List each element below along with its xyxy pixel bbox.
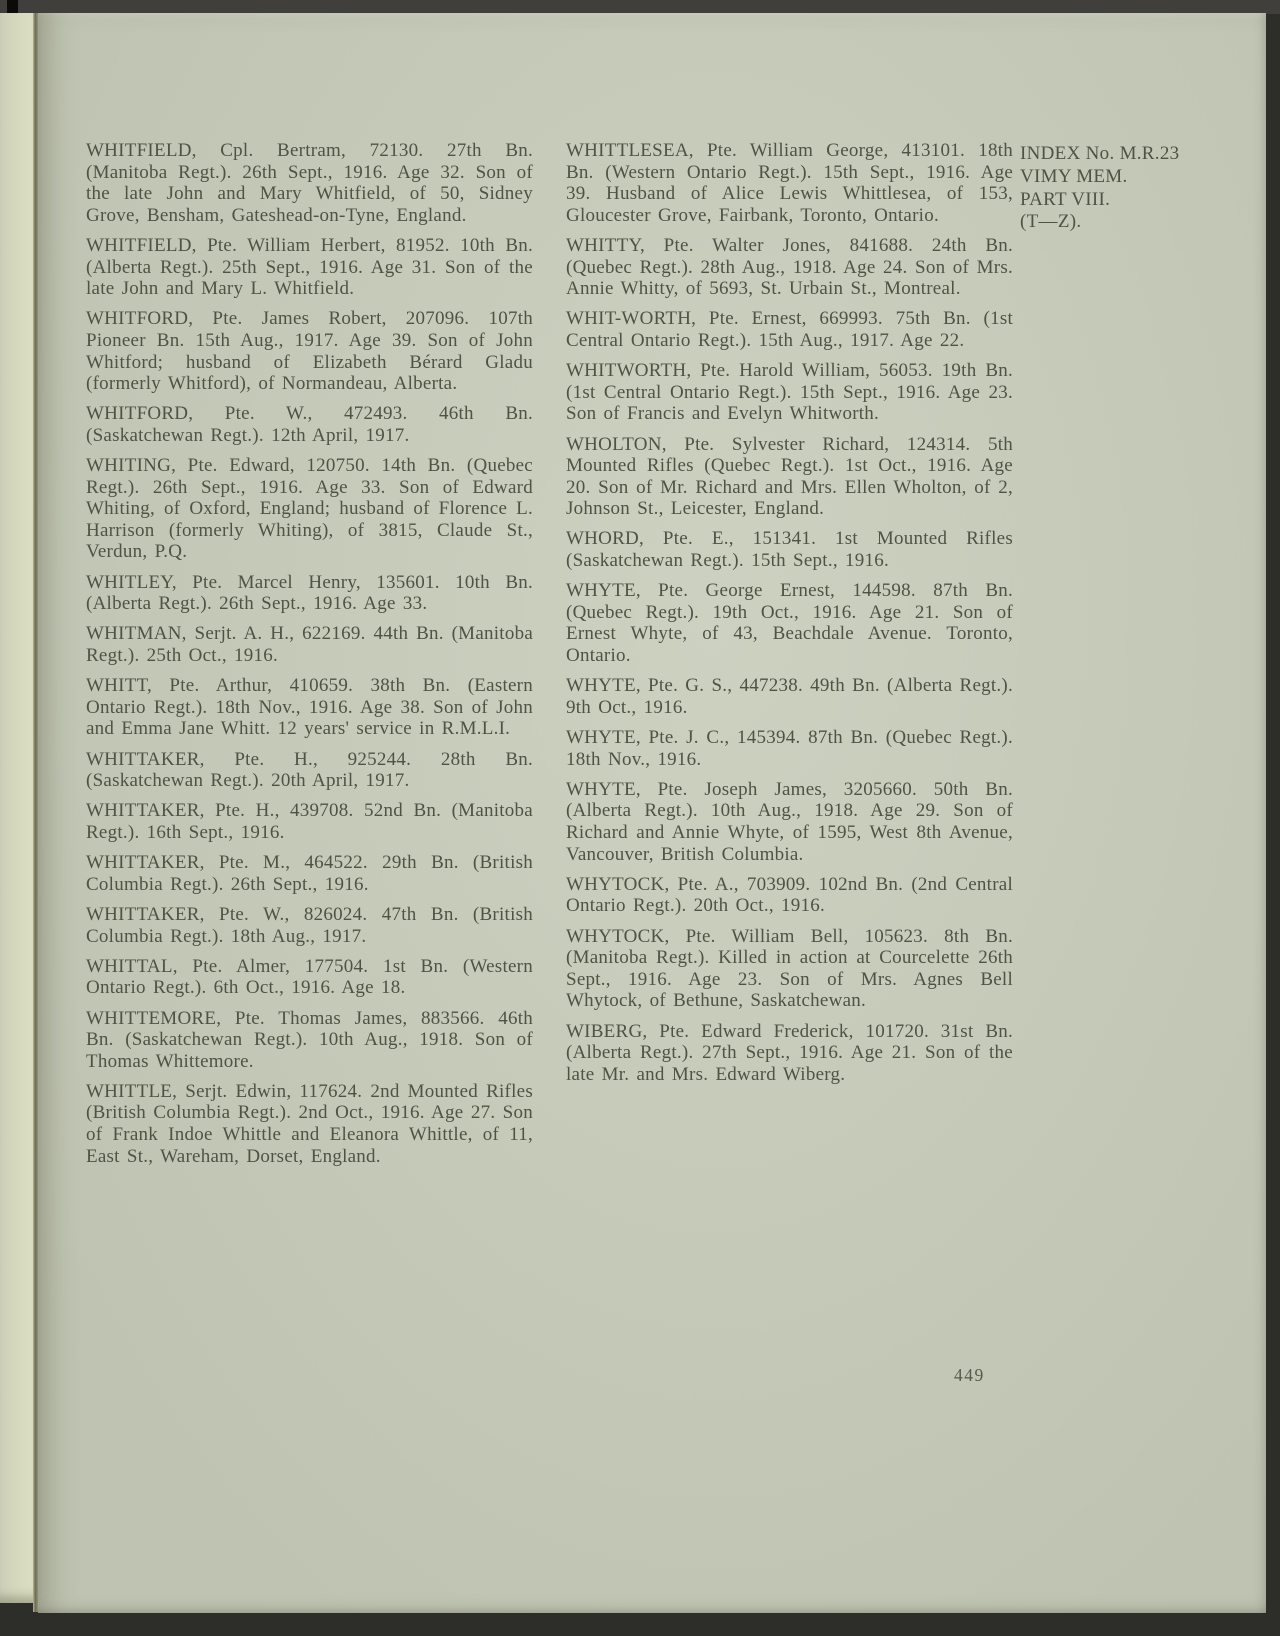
register-entry: WHITFIELD, Cpl. Bertram, 72130. 27th Bn. (Manitoba Regt.). 26th Sept., 1916. Age 32. Son of the late John and Mary Whitfield, of 50, Sidney Grove, Bensham, Gateshead-on-Tyne, England. <box>86 140 533 226</box>
register-page <box>38 13 1266 1613</box>
register-entry: WHOLTON, Pte. Sylvester Richard, 124314. 5th Mounted Rifles (Quebec Regt.). 1st Oct., 1916. Age 20. Son of Mr. Richard and Mrs. Ellen Wholton, of 2, Johnson St., Leicester, England. <box>566 433 1013 520</box>
register-entry: WHYTE, Pte. George Ernest, 144598. 87th Bn. (Quebec Regt.). 19th Oct., 1916. Age 21. Son of Ernest Whyte, of 43, Beachdale Avenue. Toronto, Ontario. <box>566 580 1013 667</box>
register-entry: WHITTAKER, Pte. H., 439708. 52nd Bn. (Manitoba Regt.). 16th Sept., 1916. <box>86 800 533 843</box>
register-entry: WHITMAN, Serjt. A. H., 622169. 44th Bn. (Manitoba Regt.). 25th Oct., 1916. <box>86 623 533 667</box>
register-entry: WHITFORD, Pte. James Robert, 207096. 107th Pioneer Bn. 15th Aug., 1917. Age 39. Son of John Whitford; husband of Elizabeth Bérard Gladu (formerly Whitford), of Normandeau, Alberta. <box>86 308 533 395</box>
margin-note-line: PART VIII. <box>1020 188 1111 210</box>
register-entry: WHITTAKER, Pte. M., 464522. 29th Bn. (British Columbia Regt.). 26th Sept., 1916. <box>86 852 533 895</box>
register-entry: WHORD, Pte. E., 151341. 1st Mounted Rifles (Saskatchewan Regt.). 15th Sept., 1916. <box>566 528 1013 572</box>
register-entry: WHITING, Pte. Edward, 120750. 14th Bn. (Quebec Regt.). 26th Sept., 1916. Age 33. Son of Edward Whiting, of Oxford, England; husband of Florence L. Harrison (formerly Whiting), of 3815, Claude St., Verdun, P.Q. <box>86 455 533 563</box>
margin-note-line: INDEX No. M.R.23 <box>1020 143 1180 164</box>
register-entry: WHITTAL, Pte. Almer, 177504. 1st Bn. (Western Ontario Regt.). 6th Oct., 1916. Age 18. <box>86 955 533 999</box>
register-entry: WHYTE, Pte. Joseph James, 3205660. 50th Bn. (Alberta Regt.). 10th Aug., 1918. Age 29. Son of Richard and Annie Whyte, of 1595, West 8th Avenue, Vancouver, British Columbia. <box>566 778 1013 865</box>
register-entry: WHYTE, Pte. G. S., 447238. 49th Bn. (Alberta Regt.). 9th Oct., 1916. <box>566 675 1013 718</box>
margin-note-line: (T—Z). <box>1020 211 1082 233</box>
register-entry: WHITFORD, Pte. W., 472493. 46th Bn. (Saskatchewan Regt.). 12th April, 1917. <box>86 403 533 446</box>
register-entry: WHYTOCK, Pte. A., 703909. 102nd Bn. (2nd Central Ontario Regt.). 20th Oct., 1916. <box>566 873 1013 917</box>
register-entry: WHYTE, Pte. J. C., 145394. 87th Bn. (Quebec Regt.). 18th Nov., 1916. <box>566 727 1013 770</box>
register-entry: WHITTAKER, Pte. W., 826024. 47th Bn. (British Columbia Regt.). 18th Aug., 1917. <box>86 903 533 947</box>
margin-header <box>1020 143 1225 234</box>
register-entry: WHITT, Pte. Arthur, 410659. 38th Bn. (Eastern Ontario Regt.). 18th Nov., 1916. Age 38. Son of John and Emma Jane Whitt. 12 years' service in R.M.L.I. <box>86 675 533 740</box>
scan-top-strip <box>0 0 1280 14</box>
register-entry: WHIT-WORTH, Pte. Ernest, 669993. 75th Bn. (1st Central Ontario Regt.). 15th Aug., 1917. Age 22. <box>566 308 1013 351</box>
register-entry: WHITTLESEA, Pte. William George, 413101. 18th Bn. (Western Ontario Regt.). 15th Sept., 1916. Age 39. Husband of Alice Lewis Whittlesea, of 153, Gloucester Grove, Fairbank, Toronto, Ontario. <box>566 140 1013 226</box>
register-entry: WHITFIELD, Pte. William Herbert, 81952. 10th Bn. (Alberta Regt.). 25th Sept., 1916. Age 31. Son of the late John and Mary L. Whitfield. <box>86 234 533 300</box>
page-number: 449 <box>954 1365 985 1385</box>
left-column <box>86 140 533 1176</box>
register-entry: WHITWORTH, Pte. Harold William, 56053. 19th Bn. (1st Central Ontario Regt.). 15th Sept., 1916. Age 23. Son of Francis and Evelyn Whitworth. <box>566 360 1013 425</box>
register-entry: WHITLEY, Pte. Marcel Henry, 135601. 10th Bn. (Alberta Regt.). 26th Sept., 1916. Age 33. <box>86 571 533 615</box>
margin-note-line: VIMY MEM. <box>1020 165 1128 187</box>
register-entry: WHITTEMORE, Pte. Thomas James, 883566. 46th Bn. (Saskatchewan Regt.). 10th Aug., 1918. Son of Thomas Whittemore. <box>86 1007 533 1072</box>
previous-page-edge <box>0 13 33 1603</box>
register-entry: WHYTOCK, Pte. William Bell, 105623. 8th Bn. (Manitoba Regt.). Killed in action at Courcelette 26th Sept., 1916. Age 23. Son of Mrs. Agnes Bell Whytock, of Bethune, Saskatchewan. <box>566 925 1013 1012</box>
register-entry: WHITTAKER, Pte. H., 925244. 28th Bn. (Saskatchewan Regt.). 20th April, 1917. <box>86 748 533 792</box>
register-entry: WHITTLE, Serjt. Edwin, 117624. 2nd Mounted Rifles (British Columbia Regt.). 2nd Oct., 1916. Age 27. Son of Frank Indoe Whittle and Eleanora Whittle, of 11, East St., Wareham, Dorset, England. <box>86 1080 533 1167</box>
right-column <box>566 140 1013 1094</box>
register-entry: WHITTY, Pte. Walter Jones, 841688. 24th Bn. (Quebec Regt.). 28th Aug., 1918. Age 24. Son of Mrs. Annie Whitty, of 5693, St. Urbain St., Montreal. <box>566 234 1013 300</box>
register-entry: WIBERG, Pte. Edward Frederick, 101720. 31st Bn. (Alberta Regt.). 27th Sept., 1916. Age 21. Son of the late Mr. and Mrs. Edward Wiberg. <box>566 1020 1013 1085</box>
